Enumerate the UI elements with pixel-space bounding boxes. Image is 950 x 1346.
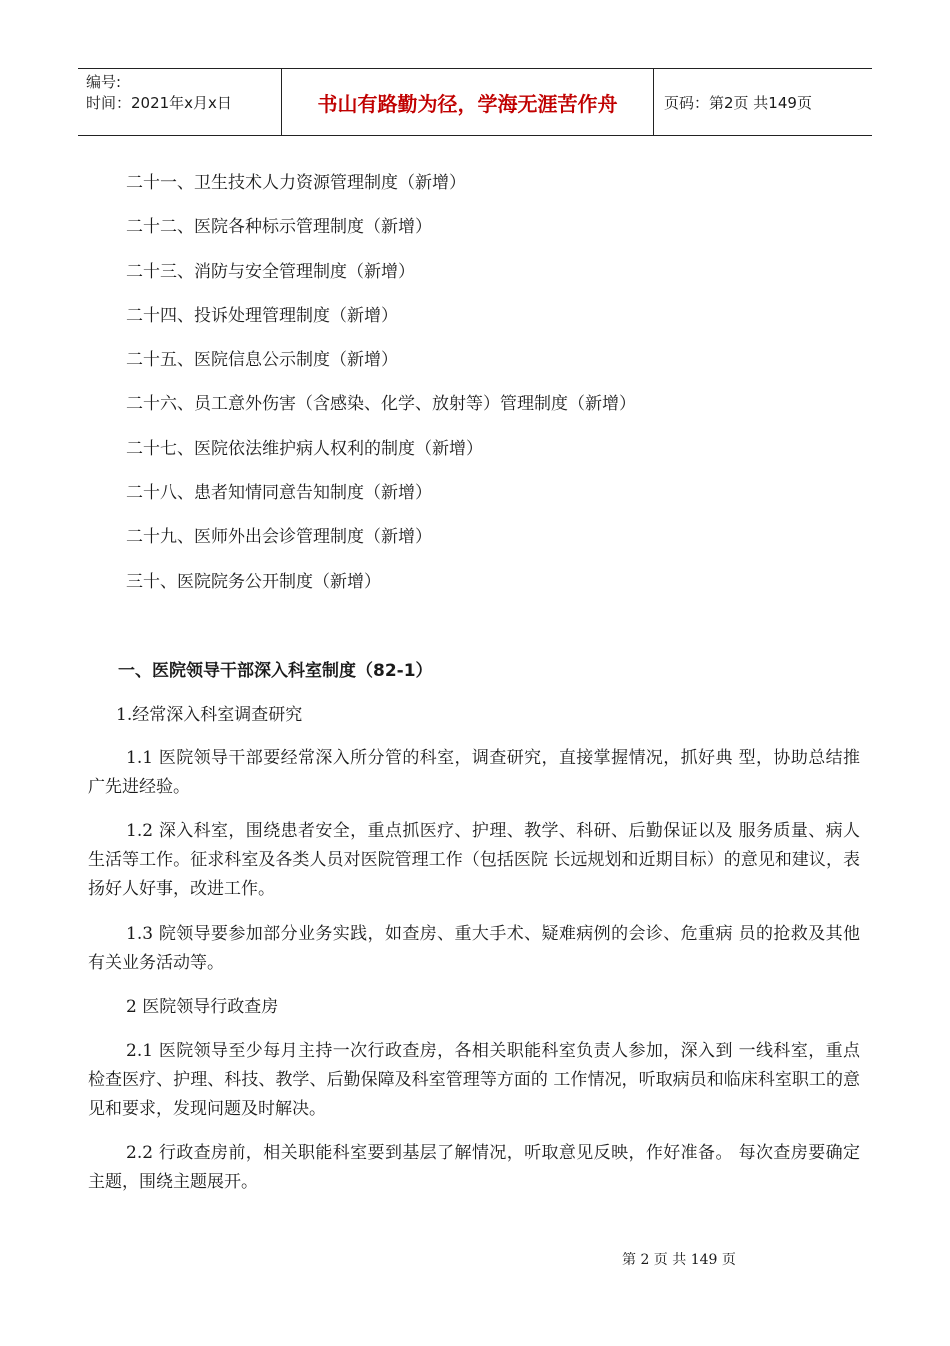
section-title: 一、医院领导干部深入科室制度（82-1）: [118, 661, 433, 681]
time-label: 时间：2021年x月x日: [86, 94, 232, 112]
toc-item: 二十八、患者知情同意告知制度（新增）: [126, 483, 432, 504]
toc-item: 二十九、医师外出会诊管理制度（新增）: [126, 527, 432, 548]
header-meta: [78, 69, 282, 135]
toc-item: 二十一、卫生技术人力资源管理制度（新增）: [126, 173, 466, 193]
toc-item: 三十、医院院务公开制度（新增）: [126, 571, 381, 592]
paragraph: 2.1 医院领导至少每月主持一次行政查房，各相关职能科室负责人参加，深入到 一线科室，重点检查医疗、护理、科技、教学、后勤保障及科室管理等方面的 工作情况，听取病员和临床科室职工的意见和要求，发现问题及时解决。: [88, 1041, 860, 1119]
doc-number-label: 编号:: [86, 73, 122, 91]
header-table: [78, 68, 872, 136]
toc-item: 二十四、投诉处理管理制度（新增）: [126, 305, 398, 326]
toc-item: 二十五、医院信息公示制度（新增）: [126, 350, 398, 371]
page-footer: 第 2 页 共 149 页: [622, 1252, 736, 1268]
paragraph: 2.2 行政查房前，相关职能科室要到基层了解情况，听取意见反映，作好准备。 每次查房要确定主题，围绕主题展开。: [88, 1143, 860, 1192]
paragraph-heading-1: 1.经常深入科室调查研究: [116, 705, 303, 725]
toc-item: 二十七、医院依法维护病人权利的制度（新增）: [126, 438, 483, 459]
toc-item: 二十六、员工意外伤害（含感染、化学、放射等）管理制度（新增）: [126, 394, 636, 415]
paragraph: 1.2 深入科室，围绕患者安全，重点抓医疗、护理、教学、科研、后勤保证以及 服务质量、病人生活等工作。征求科室及各类人员对医院管理工作（包括医院 长远规划和近期目标）的意见和建议，表扬好人好事，改进工作。: [88, 821, 860, 899]
header-motto: 书山有路勤为径，学海无涯苦作舟: [282, 69, 654, 135]
header-page-info: 页码：第2页 共149页: [664, 93, 812, 112]
toc-list: [126, 169, 846, 612]
paragraph-heading-2: 2 医院领导行政查房: [126, 997, 279, 1017]
paragraph: 1.1 医院领导干部要经常深入所分管的科室，调查研究，直接掌握情况，抓好典 型，协助总结推广先进经验。: [88, 748, 860, 797]
toc-item: 二十二、医院各种标示管理制度（新增）: [126, 217, 432, 238]
toc-item: 二十三、消防与安全管理制度（新增）: [126, 261, 415, 282]
paragraph: 1.3 院领导要参加部分业务实践，如查房、重大手术、疑难病例的会诊、危重病 员的抢救及其他有关业务活动等。: [88, 924, 860, 973]
